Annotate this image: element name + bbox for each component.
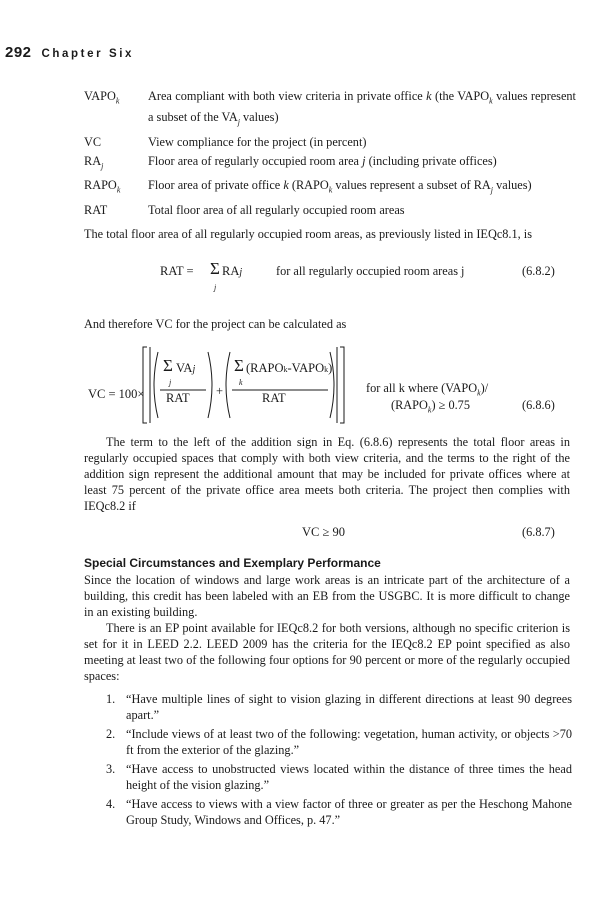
options-list <box>106 691 572 831</box>
chapter-title: Chapter Six <box>41 48 135 60</box>
section-heading: Special Circumstances and Exemplary Performance <box>84 556 381 570</box>
eq-lhs: RAT = <box>160 264 194 278</box>
term-paragraph: The term to the left of the addition sign in Eq. (6.8.6) represents the total floor areas in regularly occupied spaces that comply with both view criteria, and the terms to the right of the addition sign represent the additional amount that may be included for private offices where at least 75 percent of the private office area meets both criteria. The project then complies with IEQc8.2 if <box>84 435 570 513</box>
eq-expression: VC ≥ 90 <box>302 525 345 539</box>
definitions-list <box>84 88 576 221</box>
definition-term: RAT <box>84 202 108 217</box>
ep-paragraph: There is an EP point available for IEQc8.2 for both versions, although no specific criterion is set for it in LEED 2.2. LEED 2009 has the criteria for the IEQc8.2 EP point specified as also meeting at least two of the following four options for 90 percent or more of the regularly occupied spaces: <box>84 621 570 683</box>
numerator-1: VAj <box>176 361 196 375</box>
definition-row <box>84 202 576 218</box>
definition-description: Area compliant with both view criteria in private office k (the $VAPO_k$ values represent a subset of the $VA_j$ values) <box>148 89 576 127</box>
list-item: 1. “Have multiple lines of sight to vision glazing in different directions at least 90 degrees apart.” <box>106 692 572 722</box>
running-header <box>5 44 134 62</box>
definition-term: $RAPO_k$ <box>84 178 121 195</box>
list-item: 4. “Have access to views with a view factor of three or greater as per the Heschong Mahone Group Study, Windows and Offices, p. 47.” <box>106 797 572 827</box>
denominator-2: RAT <box>262 391 286 405</box>
page-number: 292 <box>5 44 32 61</box>
sum-sign: Σ <box>234 356 244 375</box>
sum-index-2: k <box>239 378 243 387</box>
eq-number: (6.8.7) <box>522 525 555 539</box>
denominator-1: RAT <box>166 391 190 405</box>
eq-number: (6.8.2) <box>522 264 555 278</box>
eq-term: RAj <box>222 264 243 278</box>
sum-sign: Σ <box>163 356 173 375</box>
intro-paragraph: The total floor area of all regularly occupied room areas, as previously listed in IEQc8.1, is <box>84 227 533 241</box>
definition-term: VC <box>84 134 102 149</box>
definition-term: $RA_j$ <box>84 153 104 171</box>
definition-description: Total floor area of all regularly occupied room areas <box>148 202 405 217</box>
numerator-2: (RAPOk-VAPOk) <box>246 361 333 375</box>
list-item: 3. “Have access to unobstructed views located within the distance of three times the head height of the vision glazing.” <box>106 762 572 792</box>
sum-index: j <box>214 283 217 292</box>
eq-condition-line-2: $(RAPO_k) \ge 0.75$ <box>391 398 470 415</box>
definition-term: $VAPO_k$ <box>84 89 120 106</box>
list-item: 2. “Include views of at least two of the following: vegetation, human activity, or objects >70 ft from the exterior of the glazing.” <box>106 727 572 757</box>
eq-number: (6.8.6) <box>522 398 555 412</box>
eq-condition-line-1: for all k where $(VAPO_k)/$ <box>366 381 489 398</box>
definition-description: View compliance for the project (in percent) <box>148 134 367 149</box>
definition-row <box>84 88 576 131</box>
sum-index-1: j <box>169 378 172 387</box>
eq-condition: for all regularly occupied room areas j <box>276 264 465 278</box>
therefore-paragraph: And therefore VC for the project can be calculated as <box>84 317 347 331</box>
definition-row <box>84 177 576 198</box>
eq-lhs: VC = 100× <box>88 387 145 401</box>
sum-sign: Σ <box>210 259 220 278</box>
definition-row <box>84 134 576 150</box>
definition-description: Floor area of regularly occupied room area j (including private offices) <box>148 153 497 168</box>
since-paragraph: Since the location of windows and large work areas is an intricate part of the architecture of a building, this credit has been labeled with an EB from the USGBC. It is more difficult to change in an existing building. <box>84 573 570 619</box>
plus-sign: + <box>216 384 224 398</box>
definition-row <box>84 153 576 174</box>
definition-description: Floor area of private office k ($RAPO_k$ values represent a subset of $RA_j$ values) <box>148 178 532 195</box>
